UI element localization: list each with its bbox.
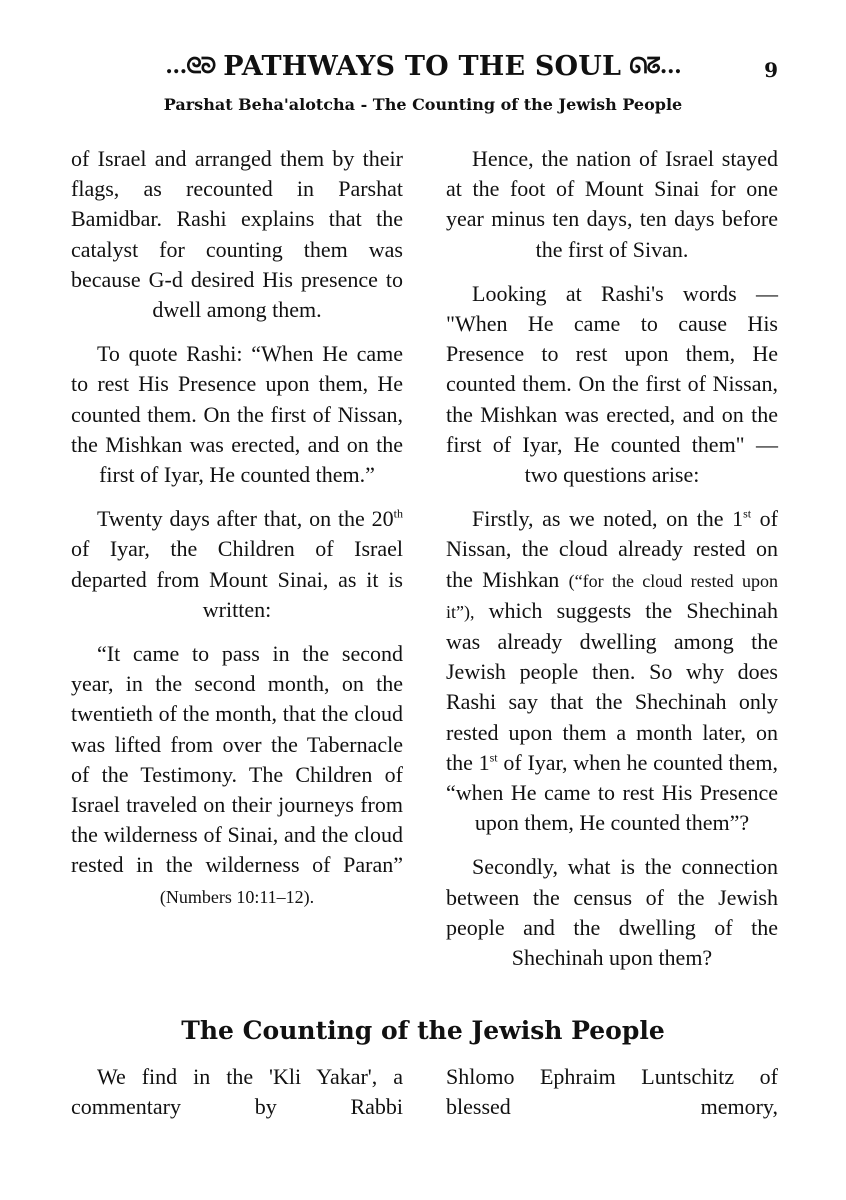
right-column [446, 144, 778, 987]
running-title [120, 46, 726, 86]
paragraph: Secondly, what is the connection between the census of the Jewish people and the dwelling of the Shechinah upon them? [446, 854, 778, 971]
section-heading: The Counting of the Jewish People [181, 1016, 665, 1045]
text-run: of Iyar, when he counted them, “when He came to rest His Presence upon them, He counted them”? [446, 749, 778, 836]
book-title: PATHWAYS TO THE SOUL [223, 50, 622, 82]
text-run: of Iyar, the Children of Israel departed from Mount Sinai, as it is written: [71, 536, 403, 622]
citation: (Numbers 10:11–12). [159, 886, 315, 907]
superscript: th [393, 506, 403, 521]
paragraph: Hence, the nation of Israel stayed at the foot of Mount Sinai for one year minus ten days, ten days before the first of Sivan. [446, 146, 778, 262]
running-subtitle: Parshat Beha'alotcha - The Counting of the Jewish People [163, 95, 683, 114]
paragraph: Looking at Rashi's words — "When He came to cause His Presence to rest upon them, He counted them. On the first of Nissan, the Mishkan was erected, and on the first of Iyar, He counted them" — two questions arise: [446, 280, 778, 488]
text-run: “It came to pass in the second year, in the second month, on the twentieth of the month, that the cloud was lifted from over the Tabernacle of the Testimony. The Children of Israel traveled on their journeys from the wilderness of Sinai, and the cloud rested in the wilderness of Paran” [71, 641, 403, 878]
section-left-text: We find in the 'Kli Yakar', a commentary by Rabbi [71, 1064, 403, 1120]
ornament-left-icon: …ᘓᘐ [165, 53, 216, 79]
paragraph [71, 639, 403, 912]
text-run: of Nissan, the cloud already rested on the Mishkan [446, 506, 779, 592]
superscript: st [489, 750, 498, 765]
inline-quote: (“for the cloud rested upon it”), [446, 570, 778, 622]
text-run: Firstly, as we noted, on the 1 [472, 506, 744, 532]
page-number: 9 [764, 58, 778, 82]
paragraph: To quote Rashi: “When He came to rest His Presence upon them, He counted them. On the first of Nissan, the Mishkan was erected, and on the first of Iyar, He counted them.” [71, 341, 403, 488]
text-run: Twenty days after that, on the 20 [97, 506, 394, 532]
text-run: which suggests the Shechinah was already dwelling among the Jewish people then. So why does Rashi say that the Shechinah only rested upon them a month later, on the 1 [446, 597, 778, 775]
ornament-right-icon: ᘏᘔ… [629, 53, 681, 79]
paragraph: of Israel and arranged them by their flags, as recounted in Parshat Bamidbar. Rashi explains that the catalyst for counting them was because G-d desired His presence to dwell among them. [71, 146, 403, 323]
left-column [71, 144, 403, 926]
section-right-text: Shlomo Ephraim Luntschitz of blessed memory, [446, 1064, 778, 1120]
superscript: st [743, 506, 752, 521]
paragraph [446, 504, 778, 838]
paragraph [71, 504, 403, 625]
